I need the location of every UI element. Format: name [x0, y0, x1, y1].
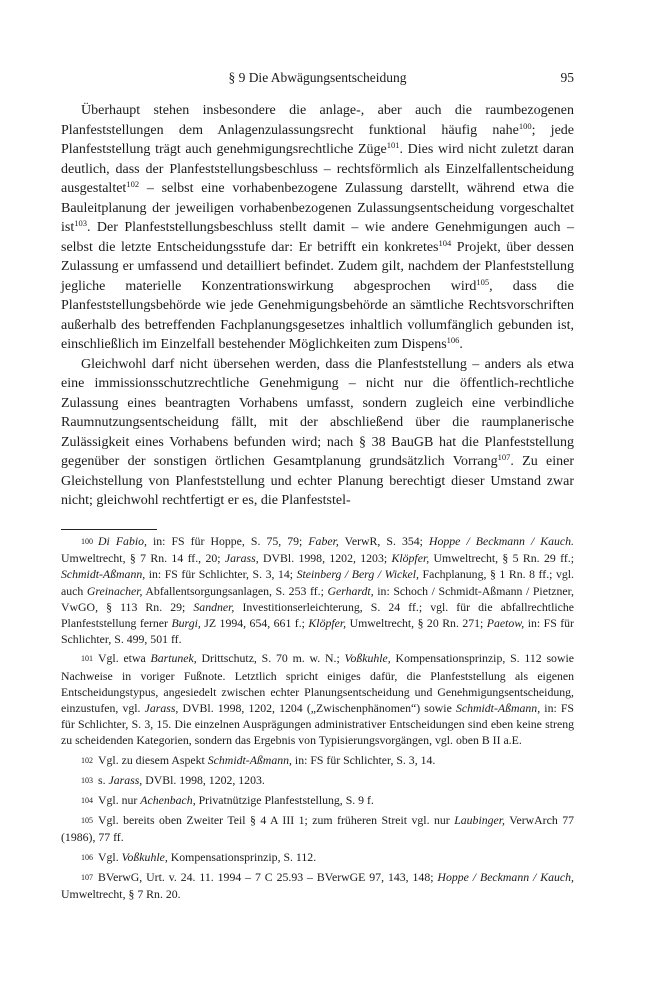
footnote [61, 812, 574, 845]
text-run: Fachplanung, § 1 Rn. 8 ff.; vgl. auch [61, 567, 574, 598]
italic-text: Paetow, [486, 616, 525, 631]
text-run: in: Schoch / Schmidt-Aßmann / Pietzner, VwGO, § 113 Rn. 29; [61, 583, 574, 614]
footnote [61, 533, 574, 647]
footnote-number: 101 [81, 654, 93, 664]
footnote [61, 650, 574, 748]
footnotes [61, 533, 574, 905]
italic-text: Di Fabio, [98, 534, 147, 548]
text-run: Projekt, über dessen Zulassung er umfassend und detailliert befindet. Zudem gilt, nachdem der Planfeststellung jegliche materielle Konzentrationswirkung abgesprochen wird [61, 239, 574, 294]
text-run: in: FS für Schlichter, S. 3, 14; [145, 567, 297, 582]
text-run: , dass die Planfeststellungsbehörde wie jede Genehmigungsbehörde an sämtliche Rechtsvorschriften außerhalb des betreffenden Fachplanungsgesetzes inhaltlich vollumfänglich gebunden ist, einschließlich im Einzelfall bestehender Möglichkeiten zum Dispens [61, 278, 574, 352]
text-run: Abfallentsorgungsanlagen, S. 253 ff.; [142, 583, 328, 598]
text-run: in: FS für Schlichter, S. 3, 14. [291, 752, 436, 767]
footnote-number: 105 [81, 816, 93, 826]
italic-text: Jarass, [224, 551, 259, 566]
text-run: Kompensationsprinzip, S. 112. [167, 849, 317, 864]
footnote-separator [61, 529, 157, 530]
italic-text: Klöpfer, [308, 616, 347, 631]
text-run: in: FS für Schlichter, S. 499, 501 ff. [61, 616, 574, 647]
text-run: in: FS für Hoppe, S. 75, 79; [146, 534, 309, 548]
italic-text: Jarass, [108, 772, 143, 787]
text-run: . Zu einer Gleichstellung von Planfeststellung und echter Planung berechtigt dieser Umstand zwar nicht; gleichwohl rechtfertigt er es, die Planfeststel- [61, 454, 574, 508]
text-run: Gleichwohl darf nicht übersehen werden, dass die Planfeststellung – anders als etwa eine immissionsschutzrechtliche Genehmigung – nicht nur die öffentlich-rechtliche Zulassung eines beantragten Vorhabens umfasst, sondern zugleich eine verbindliche Raumnutzungsentscheidung fällt, mit der abschließend über die raumplanerische Zulässigkeit eines Vorhabens befunden wird; nach § 38 BauGB hat die Planfeststellung gegenüber der sonstigen örtlichen Gesamtplanung grundsätzlich Vorrang [61, 356, 574, 469]
italic-text: Voßkuhle, [121, 849, 168, 864]
italic-text: Schmidt-Aßmann, [207, 752, 292, 767]
text-run: DVBl. 1998, 1202, 1203. [142, 772, 265, 787]
italic-text: Schmidt-Aßmann, [61, 567, 146, 582]
text-run: ; jede Planfeststellung trägt auch genehmigungsrechtliche Züge [61, 122, 574, 157]
text-run: s. [98, 772, 109, 787]
text-run: Kompensationsprinzip, S. 112 sowie Nachweise in voriger Fußnote. Letztlich spricht einiges dafür, die Planfeststellung als eigenen Entscheidungstypus, angesiedelt zwischen echter Planungsentscheidung und Genehmigungsentscheidung, einzustufen, vgl. [61, 651, 574, 716]
italic-text: Hoppe / Beckmann / Kauch. [428, 534, 575, 548]
footnote-reference: 105 [476, 276, 490, 287]
italic-text: Jarass, [144, 701, 179, 716]
footnote-number: 103 [81, 775, 93, 785]
text-run: Vgl. zu diesem Aspekt [98, 752, 208, 767]
text-run: . Dies wird nicht zuletzt daran deutlich, dass der Planfeststellungsbeschluss – rechtsförmlich als Einzelfallentscheidung ausgestaltet [61, 142, 574, 196]
text-run: JZ 1994, 654, 661 f.; [200, 616, 309, 631]
footnote-reference: 104 [438, 237, 452, 248]
footnote-reference: 102 [126, 179, 140, 189]
running-header [61, 70, 574, 90]
italic-text: Laubinger, [454, 813, 505, 828]
text-run: Umweltrecht, § 20 Rn. 271; [346, 616, 487, 631]
text-run: . Der Planfeststellungsbeschluss stellt damit – wie andere Genehmigungen auch – selbst die letzte Entscheidungsstufe dar: Er betrifft ein konkretes [61, 220, 574, 255]
text-run: in: FS für Schlichter, S. 3, 15. Die einzelnen Ausprägungen administrativer Entscheidungen sind eben keine streng zu scheidenden Kategorien, sondern das Ergebnis von Typisierungsvorgängen, vgl. oben B II a.E. [61, 701, 574, 748]
text-run: Investitionserleichterung, S. 24 ff.; vgl. für die abfallrechtliche Planfeststellung ferner [61, 599, 574, 631]
footnote-reference: 101 [386, 140, 400, 150]
italic-text: Bartunek, [150, 651, 197, 666]
text-run: Umweltrecht, § 7 Rn. 20. [61, 887, 181, 902]
chapter-title: § 9 Die Abwägungsentscheidung [228, 70, 407, 85]
main-text [61, 101, 574, 511]
text-run: DVBl. 1998, 1202, 1204 („Zwischenphänomen“) sowie [178, 701, 456, 716]
text-run: Überhaupt stehen insbesondere die anlage-, aber auch die raumbezogenen Planfeststellungen dem Anlagenzulassungsrecht funktional häufig nahe [61, 103, 574, 138]
italic-text: Sandner, [193, 599, 235, 614]
footnote-reference: 106 [446, 335, 460, 345]
italic-text: Gerhardt, [327, 583, 374, 598]
footnote-number: 100 [81, 537, 93, 546]
footnote-reference: 100 [518, 120, 532, 131]
italic-text: Hoppe / Beckmann / Kauch, [437, 869, 574, 884]
footnote-number: 107 [81, 872, 93, 882]
text-run: – selbst eine vorhabenbezogene Zulassung darstellt, während etwa die Bauleitplanung der jeweiligen vorhabenbezogenen Zulassungsentscheidung vorgeschaltet ist [61, 181, 574, 235]
italic-text: Achenbach, [140, 793, 196, 808]
italic-text: Steinberg / Berg / Wickel, [296, 567, 419, 582]
text-run: BVerwG, Urt. v. 24. 11. 1994 – 7 C 25.93 – BVerwGE 97, 143, 148; [98, 869, 438, 884]
footnote [61, 752, 574, 769]
text-run: DVBl. 1998, 1202, 1203; [258, 551, 392, 566]
text-run: Vgl. bereits oben Zweiter Teil § 4 A III 1; zum früheren Streit vgl. nur [98, 813, 455, 828]
text-run: Drittschutz, S. 70 m. w. N.; [196, 651, 345, 666]
footnote [61, 849, 574, 866]
footnote-reference: 103 [74, 218, 87, 228]
footnote [61, 792, 574, 809]
italic-text: Faber, [308, 534, 339, 548]
footnote-reference: 107 [497, 452, 511, 462]
italic-text: Schmidt-Aßmann, [455, 701, 541, 716]
text-run: Privatnützige Planfeststellung, S. 9 f. [195, 793, 374, 808]
italic-text: Voßkuhle, [344, 651, 391, 666]
footnote-number: 104 [81, 796, 93, 806]
italic-text: Greinacher, [86, 583, 143, 598]
footnote [61, 772, 574, 789]
text-run: Vgl. nur [98, 793, 141, 808]
text-run: Vgl. etwa [98, 651, 151, 666]
footnote-number: 106 [81, 852, 93, 862]
italic-text: Klöpfer, [391, 551, 430, 566]
footnote [61, 869, 574, 902]
text-run: VerwArch 77 (1986), 77 ff. [61, 813, 574, 845]
text-run: Umweltrecht, § 7 Rn. 14 ff., 20; [61, 551, 225, 566]
footnote-number: 102 [81, 755, 93, 765]
text-run: Vgl. [98, 849, 122, 864]
italic-text: Burgi, [171, 616, 201, 631]
paragraph [61, 101, 574, 355]
text-run: . [459, 337, 463, 352]
page-number: 95 [560, 70, 574, 85]
text-run: Umweltrecht, § 5 Rn. 29 ff.; [429, 551, 574, 566]
paragraph [61, 355, 574, 511]
text-run: VerwR, S. 354; [338, 534, 429, 548]
